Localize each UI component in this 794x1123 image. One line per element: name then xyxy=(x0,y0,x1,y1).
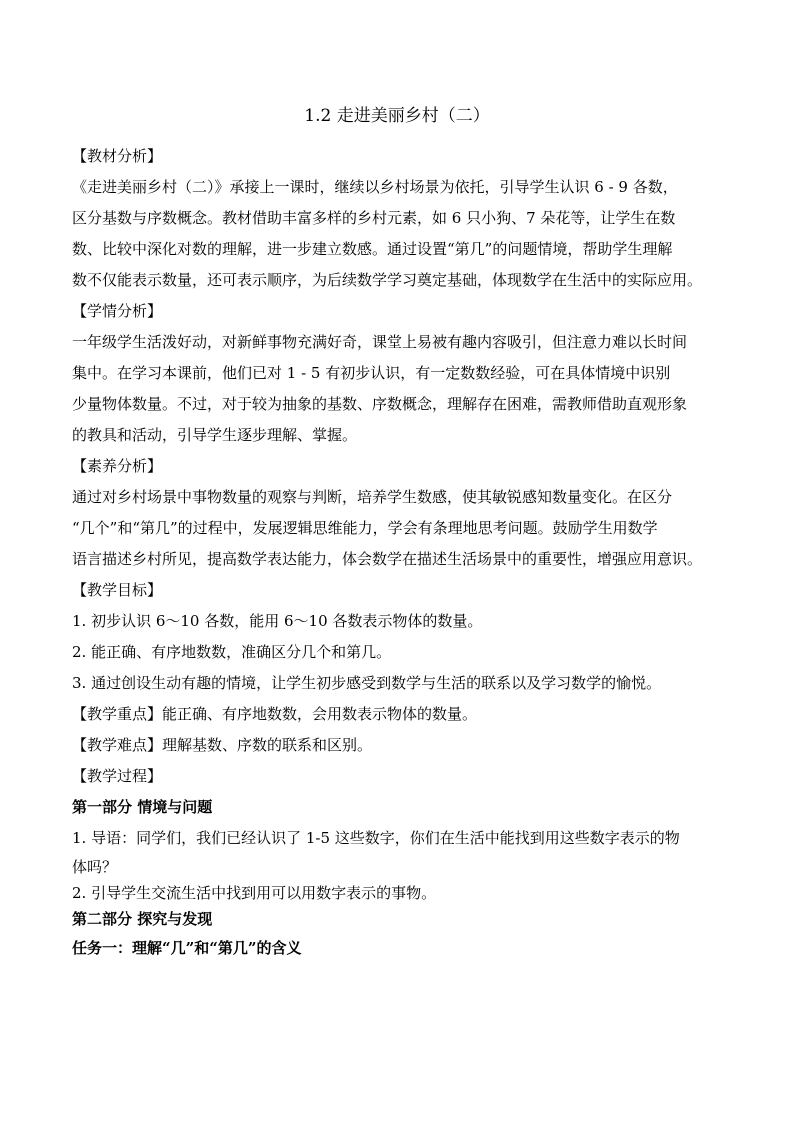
paragraph-line: 的教具和活动，引导学生逐步理解、掌握。 xyxy=(72,426,358,444)
page-title: 1.2 走进美丽乡村（二） xyxy=(304,106,490,126)
section-heading-teaching-goals: 【教学目标】 xyxy=(72,581,163,599)
section-heading-process: 【教学过程】 xyxy=(72,767,163,785)
paragraph-line: 区分基数与序数概念。教材借助丰富多样的乡村元素，如 6 只小狗、7 朵花等，让学生在数 xyxy=(72,209,676,227)
paragraph-line: 一年级学生活泼好动，对新鲜事物充满好奇，课堂上易被有趣内容吸引，但注意力难以长时间 xyxy=(72,333,688,351)
section-heading-literacy-analysis: 【素养分析】 xyxy=(72,457,163,475)
part2-title: 第二部分 探究与发现 xyxy=(72,910,213,928)
paragraph-line: 数不仅能表示数量，还可表示顺序，为后续数学学习奠定基础，体现数学在生活中的实际应用。 xyxy=(72,271,703,289)
paragraph-line: “几个”和“第几”的过程中，发展逻辑思维能力，学会有条理地思考问题。鼓励学生用数学 xyxy=(72,519,658,537)
task1-title: 任务一：理解“几”和“第几”的含义 xyxy=(72,939,302,957)
difficult-point-text: 理解基数、序数的联系和区别。 xyxy=(162,736,373,754)
paragraph-line: 语言描述乡村所见，提高数学表达能力，体会数学在描述生活场景中的重要性，增强应用意识。 xyxy=(72,550,703,568)
section-heading-student-analysis: 【学情分析】 xyxy=(72,302,163,320)
paragraph-line: 通过对乡村场景中事物数量的观察与判断，培养学生数感，使其敏锐感知数量变化。在区分 xyxy=(72,488,673,506)
list-item: 3. 通过创设生动有趣的情境，让学生初步感受到数学与生活的联系以及学习数学的愉悦。 xyxy=(72,674,662,692)
paragraph-line: 数、比较中深化对数的理解，进一步建立数感。通过设置“第几”的问题情境，帮助学生理解 xyxy=(72,240,673,258)
list-item: 2. 引导学生交流生活中找到用可以用数字表示的事物。 xyxy=(72,884,437,902)
paragraph-line: 集中。在学习本课前，他们已对 1 - 5 有初步认识，有一定数数经验，可在具体情境中识别 xyxy=(72,364,671,382)
list-item: 2. 能正确、有序地数数，准确区分几个和第几。 xyxy=(72,643,392,661)
section-heading-key-point: 【教学重点】 xyxy=(72,705,163,723)
section-heading-difficult-point: 【教学难点】 xyxy=(72,736,163,754)
key-point-line xyxy=(72,699,724,730)
list-item-continuation: 体吗？ xyxy=(72,858,118,876)
list-item: 1. 初步认识 6～10 各数，能用 6～10 各数表示物体的数量。 xyxy=(72,612,483,630)
paragraph-line: 少量物体数量。不过，对于较为抽象的基数、序数概念，理解存在困难，需教师借助直观形象 xyxy=(72,395,688,413)
section-heading-textbook-analysis: 【教材分析】 xyxy=(72,147,163,165)
difficult-point-line xyxy=(72,730,724,761)
list-item: 1. 导语：同学们，我们已经认识了 1-5 这些数字，你们在生活中能找到用这些数字表示的物 xyxy=(72,829,680,847)
part1-title: 第一部分 情境与问题 xyxy=(72,798,213,816)
document-body xyxy=(72,141,724,964)
paragraph-line: 《走进美丽乡村（二）》承接上一课时，继续以乡村场景为依托，引导学生认识 6 - 9 各数， xyxy=(72,178,678,196)
key-point-text: 能正确、有序地数数，会用数表示物体的数量。 xyxy=(162,705,478,723)
